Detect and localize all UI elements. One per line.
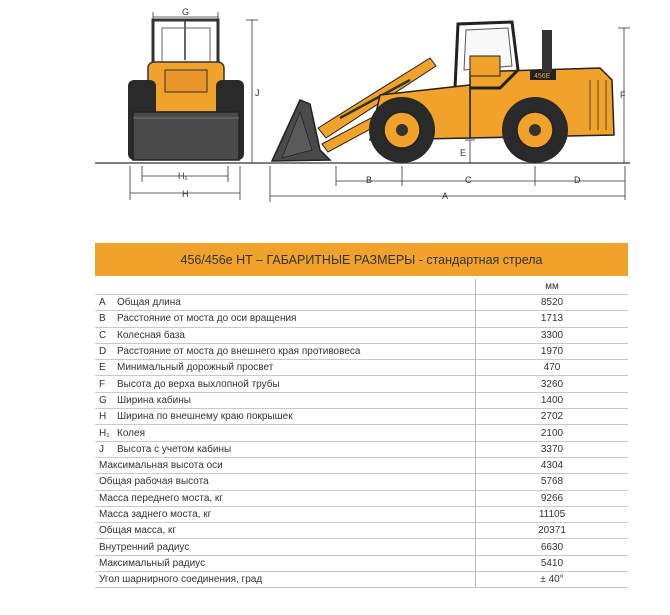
spec-row [95, 295, 628, 311]
spec-value: 1400 [476, 392, 629, 408]
spec-row [95, 360, 628, 376]
spec-code: A [95, 295, 113, 311]
dim-label-h1: H₁ [178, 171, 188, 181]
spec-name: Максимальная высота оси [95, 457, 476, 473]
front-view [128, 7, 260, 200]
dim-label-b: B [366, 175, 373, 185]
dim-label-a: A [442, 191, 449, 201]
spec-row [95, 425, 628, 441]
spec-row [95, 523, 628, 539]
spec-row [95, 539, 628, 555]
spec-value: 6630 [476, 539, 629, 555]
spec-value: 5768 [476, 474, 629, 490]
spec-code: H₁ [95, 425, 113, 441]
unit-label: мм [476, 279, 629, 295]
spec-row [95, 376, 628, 392]
spec-code: B [95, 311, 113, 327]
dim-label-f: F [620, 90, 626, 100]
spec-row [95, 490, 628, 506]
model-badge: 456E [534, 73, 551, 80]
spec-name: Расстояние от моста до внешнего края противовеса [113, 343, 476, 359]
spec-row [95, 343, 628, 359]
unit-row [95, 279, 628, 295]
spec-name: Высота до верха выхлопной трубы [113, 376, 476, 392]
spec-code: G [95, 392, 113, 408]
spec-code: F [95, 376, 113, 392]
side-view [270, 22, 630, 202]
spec-row [95, 457, 628, 473]
spec-name: Масса заднего моста, кг [95, 506, 476, 522]
dim-label-e: E [460, 148, 467, 158]
spec-value: 5410 [476, 555, 629, 571]
spec-row [95, 392, 628, 408]
spec-code: D [95, 343, 113, 359]
spec-name: Колея [113, 425, 476, 441]
spec-row [95, 441, 628, 457]
dim-label-h: H [182, 189, 189, 199]
spec-value: 1970 [476, 343, 629, 359]
spec-row [95, 474, 628, 490]
spec-value: 2100 [476, 425, 629, 441]
spec-name: Ширина по внешнему краю покрышек [113, 409, 476, 425]
spec-value: 3370 [476, 441, 629, 457]
spec-name: Ширина кабины [113, 392, 476, 408]
spec-value: 1713 [476, 311, 629, 327]
spec-name: Общая рабочая высота [95, 474, 476, 490]
dim-label-j: J [255, 88, 260, 98]
spec-code: E [95, 360, 113, 376]
spec-value: 8520 [476, 295, 629, 311]
dim-label-d: D [574, 175, 581, 185]
spec-value: 4304 [476, 457, 629, 473]
spec-value: 3300 [476, 327, 629, 343]
spec-table-body [95, 279, 628, 588]
spec-value: 20371 [476, 523, 629, 539]
spec-row [95, 506, 628, 522]
spec-name: Минимальный дорожный просвет [113, 360, 476, 376]
spec-row [95, 555, 628, 571]
spec-value: 3260 [476, 376, 629, 392]
spec-name: Общая масса, кг [95, 523, 476, 539]
dim-label-c: C [465, 175, 472, 185]
spec-name: Высота с учетом кабины [113, 441, 476, 457]
spec-value: 9266 [476, 490, 629, 506]
spec-row [95, 327, 628, 343]
spec-row [95, 311, 628, 327]
loader-dimension-drawing [0, 0, 670, 215]
spec-name: Общая длина [113, 295, 476, 311]
spec-name: Масса переднего моста, кг [95, 490, 476, 506]
spec-code: J [95, 441, 113, 457]
spec-code: H [95, 409, 113, 425]
spec-name: Колесная база [113, 327, 476, 343]
spec-name: Внутренний радиус [95, 539, 476, 555]
spec-row [95, 409, 628, 425]
spec-table [95, 279, 628, 588]
spec-code: C [95, 327, 113, 343]
spec-name: Максимальный радиус [95, 555, 476, 571]
spec-value: 470 [476, 360, 629, 376]
spec-row [95, 572, 628, 588]
spec-value: ± 40° [476, 572, 629, 588]
dim-label-g: G [182, 7, 190, 17]
spec-name: Угол шарнирного соединения, град [95, 572, 476, 588]
spec-value: 11105 [476, 506, 629, 522]
spec-name: Расстояние от моста до оси вращения [113, 311, 476, 327]
spec-table-title: 456/456e HT – ГАБАРИТНЫЕ РАЗМЕРЫ - стандартная стрела [95, 243, 628, 276]
spec-value: 2702 [476, 409, 629, 425]
